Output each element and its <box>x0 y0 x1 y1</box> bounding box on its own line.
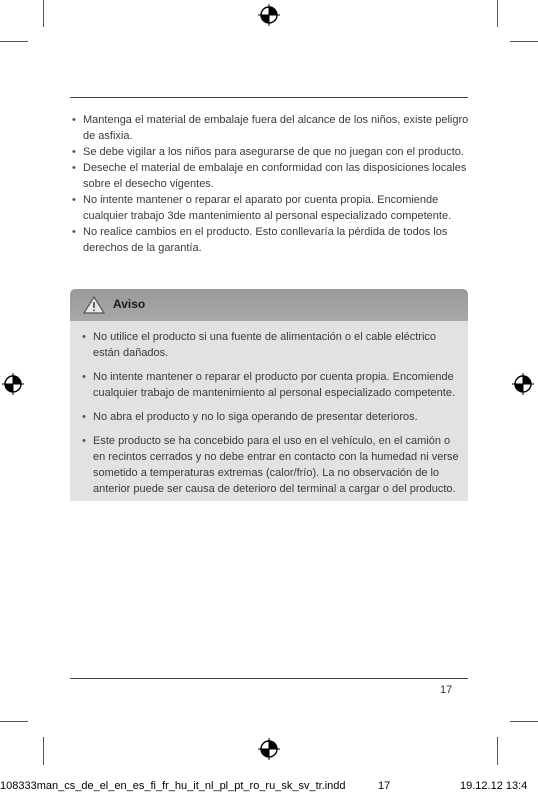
crop-mark-top-right-vertical <box>497 0 498 27</box>
print-slug <box>0 780 538 796</box>
warning-body <box>70 321 468 501</box>
list-item: • No abra el producto y no lo siga operando de presentar deterioros. <box>80 409 460 425</box>
registration-mark-icon <box>512 373 534 395</box>
safety-bullet-list <box>70 112 470 256</box>
list-item: • Se debe vigilar a los niños para asegurarse de que no juegan con el producto. <box>70 144 470 160</box>
page-number: 17 <box>440 684 453 696</box>
crop-mark-bottom-left-horizontal <box>0 721 28 722</box>
warning-title: Aviso <box>113 297 146 311</box>
warning-triangle-icon <box>83 296 105 314</box>
header-rule <box>70 97 468 98</box>
crop-mark-top-right-horizontal <box>510 41 538 42</box>
list-item: • No intente mantener o reparar el producto por cuenta propia. Encomiende cualquier trabajo de mantenimiento al personal especializado competente. <box>80 369 460 401</box>
registration-mark-icon <box>2 373 24 395</box>
slug-date: 19.12.12 13:4 <box>460 780 528 792</box>
footer-rule <box>70 678 468 679</box>
list-item: • Mantenga el material de embalaje fuera del alcance de los niños, existe peligro de asfixia. <box>70 112 470 144</box>
slug-page: 17 <box>378 780 391 792</box>
registration-mark-icon <box>258 4 280 26</box>
warning-bullet-list <box>80 329 460 505</box>
crop-mark-bottom-right-vertical <box>497 737 498 765</box>
list-item: • No intente mantener o reparar el aparato por cuenta propia. Encomiende cualquier trabajo 3de mantenimiento al personal especializado competente. <box>70 192 470 224</box>
list-item: • No realice cambios en el producto. Esto conllevaría la pérdida de todos los derechos de la garantía. <box>70 224 470 256</box>
registration-mark-icon <box>258 738 280 760</box>
crop-mark-bottom-right-horizontal <box>510 721 538 722</box>
warning-box <box>70 289 468 501</box>
crop-mark-top-left-vertical <box>43 0 44 27</box>
list-item: • No utilice el producto si una fuente de alimentación o el cable eléctrico están dañados. <box>80 329 460 361</box>
crop-mark-bottom-left-vertical <box>43 737 44 765</box>
list-item: • Este producto se ha concebido para el uso en el vehículo, en el camión o en recintos cerrados y no debe entrar en contacto con la humedad ni verse sometido a temperaturas extremas (calor/frío). La no observación de lo anterior puede ser causa de deterioro del terminal a cargar o del producto. <box>80 433 460 497</box>
crop-mark-top-left-horizontal <box>0 41 28 42</box>
slug-filename: 108333man_cs_de_el_en_es_fi_fr_hu_it_nl_pl_pt_ro_ru_sk_sv_tr.indd <box>0 780 346 792</box>
warning-header <box>70 289 468 321</box>
list-item: • Deseche el material de embalaje en conformidad con las disposiciones locales sobre el desecho vigentes. <box>70 160 470 192</box>
